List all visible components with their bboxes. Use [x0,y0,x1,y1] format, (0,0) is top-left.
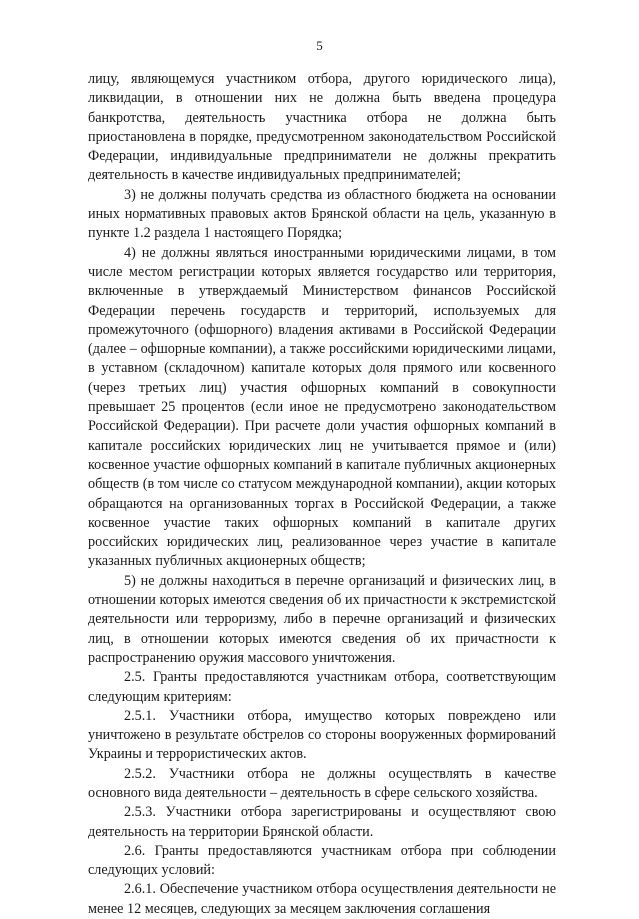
paragraph-2-5-3-registration: 2.5.3. Участники отбора зарегистрированы и осуществляют свою деятельность на территории Брянской области. [88,804,556,840]
document-body [88,70,556,919]
paragraph-item-5-extremism-list: 5) не должны находиться в перечне организаций и физических лиц, в отношении которых имеются сведения об их причастности к экстремистской деятельности или терроризму, либо в перечне организаций и физических лиц, в отношении которых имеются сведения об их причастности к распространению оружия массового уничтожения. [88,572,556,666]
page-number: 5 [316,38,323,53]
paragraph-item-3-regional-budget: 3) не должны получать средства из областного бюджета на основании иных нормативных правовых актов Брянской области на цель, указанную в пункте 1.2 раздела 1 настоящего Порядка; [88,186,556,242]
paragraph-item-4-offshore-companies: 4) не должны являться иностранными юридическими лицами, в том числе местом регистрации которых является государство или территория, включенные в утверждаемый Министерством финансов Российской Федерации перечень государств и территорий, используемых для промежуточного (офшорного) владения активами в Российской Федерации (далее – офшорные компании), а также российскими юридическими лицами, в уставном (складочном) капитале которых доля прямого или косвенного (через третьих лиц) участия офшорных компаний в совокупности превышает 25 процентов (если иное не предусмотрено законодательством Российской Федерации). При расчете доли участия офшорных компаний в капитале российских юридических лиц не учитывается прямое и (или) косвенное участие офшорных компаний в капитале публичных акционерных обществ (в том числе со статусом международной компании), акции которых обращаются на организованных торгах в Российской Федерации, а также косвенное участие таких офшорных компаний в капитале других российских юридических лиц, реализованное через участие в капитале указанных публичных акционерных обществ; [88,244,556,570]
paragraph-2-5-criteria: 2.5. Гранты предоставляются участникам отбора, соответствующим следующим критериям: [88,669,556,705]
paragraph-2-5-1-damaged-property: 2.5.1. Участники отбора, имущество которых повреждено или уничтожено в результате обстрелов со стороны вооруженных формирований Украины и террористических актов. [88,707,556,763]
paragraph-2-5-2-agriculture: 2.5.2. Участники отбора не должны осуществлять в качестве основного вида деятельности – деятельность в сфере сельского хозяйства. [88,765,556,801]
paragraph-continuation-bankruptcy: лицу, являющемуся участником отбора, другого юридического лица), ликвидации, в отношении них не должна быть введена процедура банкротства, деятельность участника отбора не должна быть приостановлена в порядке, предусмотренном законодательством Российской Федерации, индивидуальные предприниматели не должны прекратить деятельность в качестве индивидуальных предпринимателей; [88,71,556,184]
paragraph-2-6-1-activity-period: 2.6.1. Обеспечение участником отбора осуществления деятельности не менее 12 месяцев, следующих за месяцем заключения соглашения [88,881,556,917]
paragraph-2-6-conditions: 2.6. Гранты предоставляются участникам отбора при соблюдении следующих условий: [88,842,556,879]
